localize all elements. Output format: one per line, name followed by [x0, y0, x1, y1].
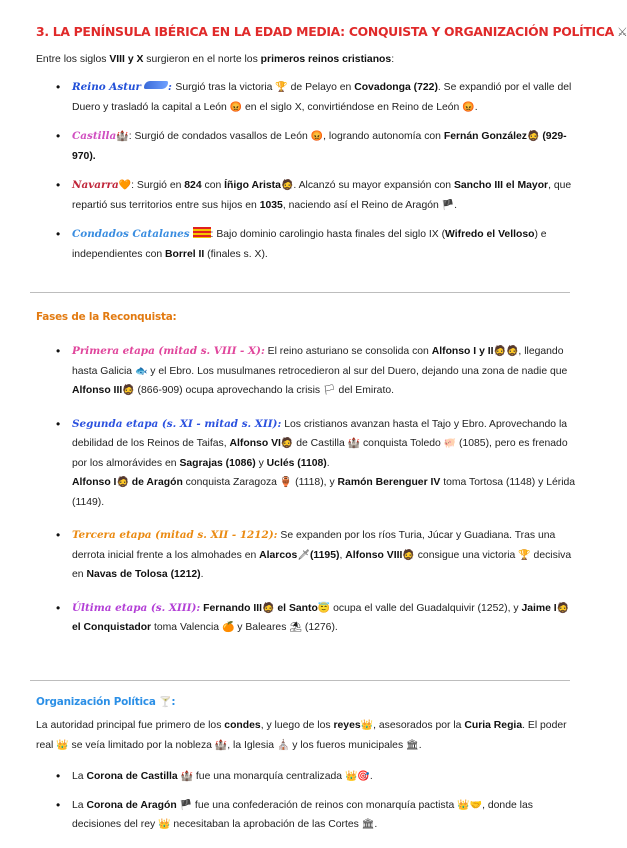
- bold-text: Corona de Castilla: [86, 771, 178, 782]
- org-paragraph: [36, 716, 576, 755]
- body-text: y Baleares: [234, 622, 290, 633]
- emoji-icon: 🏛: [361, 819, 375, 830]
- title-text: 3. LA PENÍNSULA IBÉRICA EN LA EDAD MEDIA: CONQUISTA Y ORGANIZACIÓN POLÍTICA: [36, 24, 614, 39]
- emoji-icon: 🏴: [179, 799, 193, 811]
- body-text: , llegando hasta Galicia: [72, 346, 564, 377]
- bold-text: Uclés (1108): [266, 457, 327, 469]
- body-text: necesitaban la aprobación de las Cortes: [170, 819, 362, 830]
- body-text: , que repartió sus territorios entre sus hijos en: [72, 180, 572, 211]
- emoji-icon: 🧔: [526, 131, 540, 142]
- intro-bold-kingdoms: primeros reinos cristianos: [260, 54, 392, 65]
- bold-text: 824: [184, 180, 202, 191]
- intro-text: Entre los siglos: [36, 54, 110, 65]
- stage-name: Tercera etapa (mitad s. XII - 1212):: [72, 529, 278, 541]
- cocktail-icon: 🍸: [159, 697, 172, 708]
- body-text: (1276).: [301, 622, 338, 633]
- emoji-icon: 🧔: [280, 180, 294, 191]
- emoji-icon: ⛱: [289, 622, 302, 633]
- body-text: consigue una victoria: [414, 549, 519, 561]
- stage-name: Última etapa (s. XIII):: [72, 601, 201, 614]
- bold-text: de Aragón: [128, 477, 183, 488]
- body-text: Surgió tras la victoria: [175, 82, 276, 93]
- body-text: .: [374, 819, 378, 830]
- emoji-icon: 👑🤝: [457, 799, 483, 811]
- crowns-list: [36, 767, 576, 835]
- body-text: (1085), pero es frenado por los almorávides en: [72, 438, 568, 469]
- list-item-corona-castilla: [36, 767, 576, 787]
- emoji-icon: 🏰: [180, 771, 194, 782]
- body-text: conquista Toledo: [360, 438, 444, 449]
- list-item-reino-astur: [36, 78, 576, 117]
- emoji-icon: 👑: [158, 819, 171, 830]
- emoji-icon: 🧔🧔: [493, 346, 519, 357]
- body-text: .: [418, 739, 422, 751]
- body-text: con: [201, 180, 225, 191]
- bold-text: Corona de Aragón: [86, 799, 177, 811]
- body-text: (1118), y: [292, 477, 338, 488]
- body-text: decisiva en: [72, 549, 572, 580]
- emoji-icon: 🏰: [116, 131, 129, 142]
- bold-text: el Santo: [274, 602, 318, 614]
- emoji-icon: 🧔: [122, 385, 135, 396]
- bold-text: Fernán González: [443, 131, 527, 142]
- fases-title: Fases de la Reconquista:: [36, 311, 177, 323]
- body-text: , logrando autonomía con: [323, 131, 444, 142]
- list-item-primera-etapa: [36, 342, 576, 401]
- section-divider: [30, 292, 570, 293]
- list-item-condados-catalanes: [36, 225, 576, 264]
- list-item-tercera-etapa: [36, 526, 576, 585]
- emoji-icon: 🧔: [116, 477, 129, 488]
- bold-text: Jaime I: [521, 602, 557, 614]
- bold-text: Curia Regia: [464, 720, 523, 731]
- body-text: toma Valencia: [151, 622, 222, 633]
- body-text: .: [474, 101, 478, 113]
- emoji-icon: 🏳: [322, 385, 336, 396]
- kingdom-colon: :: [167, 81, 176, 93]
- crossed-swords-icon: ⚔: [616, 25, 627, 39]
- bird-icon: [144, 81, 168, 89]
- bold-text: Covadonga (722): [354, 82, 438, 93]
- bold-text: Íñigo Arista: [224, 180, 281, 191]
- emoji-icon: 🏆: [275, 82, 288, 93]
- list-item-ultima-etapa: [36, 599, 576, 638]
- emoji-icon: 🏺: [279, 477, 293, 488]
- body-text: del Emirato.: [335, 385, 394, 396]
- body-text: en el siglo X, convirtiéndose en Reino de León: [242, 101, 463, 113]
- body-text: ) e independientes con: [72, 229, 547, 260]
- emoji-icon: 👑: [360, 720, 374, 731]
- list-item-segunda-etapa: [36, 415, 576, 513]
- body-text: toma Tortosa (1148) y Lérida (1149).: [72, 477, 576, 508]
- stage-name: Segunda etapa (s. XI - mitad s. XII):: [72, 417, 282, 430]
- intro-bold-centuries: VIII y X: [109, 54, 144, 65]
- emoji-icon: 🏆: [518, 549, 531, 561]
- bold-text: Alfonso III: [72, 385, 123, 396]
- bold-text: Sancho III el Mayor: [453, 180, 549, 191]
- section-divider: [30, 680, 570, 681]
- emoji-icon: 🏰: [347, 438, 361, 449]
- body-text: : Bajo dominio carolingio hasta finales del siglo IX (: [210, 229, 446, 240]
- body-text: , naciendo así el Reino de Aragón: [282, 199, 442, 211]
- body-text: conquista Zaragoza: [182, 477, 280, 488]
- emoji-icon: 🍊: [221, 622, 235, 633]
- body-text: .: [369, 771, 373, 782]
- body-text: , donde las decisiones del rey: [72, 799, 533, 830]
- body-text: y el Ebro. Los musulmanes retrocedieron al sur del Duero, dejando una zona de nadie que: [147, 365, 568, 377]
- body-text: fue una confederación de reinos con monarquía pactista: [192, 799, 458, 811]
- emoji-icon: ⛪: [276, 739, 290, 751]
- body-text: Los cristianos avanzan hasta el Tajo y Ebro. Aprovechando la debilidad de los Reinos de Taifas,: [72, 418, 568, 449]
- bold-text: Borrel II: [165, 248, 205, 260]
- stages-list: [36, 342, 576, 638]
- body-text: , la Iglesia: [227, 739, 277, 751]
- bold-text: 1035: [259, 199, 283, 211]
- body-text: ,: [339, 549, 346, 561]
- emoji-icon: 😇: [317, 602, 331, 614]
- emoji-icon: 😡: [462, 101, 475, 113]
- emoji-icon: 😡: [229, 101, 243, 113]
- body-text: fue una monarquía centralizada: [193, 771, 345, 782]
- emoji-icon: 👑: [56, 739, 69, 751]
- body-text: , y luego de los: [260, 720, 334, 731]
- body-text: . Alcanzó su mayor expansión con: [293, 180, 454, 191]
- body-text: (finales s. X).: [204, 248, 268, 260]
- body-text: (866-909) ocupa aprovechando la crisis: [134, 385, 323, 396]
- bold-text: Alfonso I: [72, 477, 117, 488]
- kingdom-name: Reino Astur: [72, 81, 142, 93]
- bold-text: Fernando III: [203, 602, 263, 614]
- intro-text: :: [391, 54, 395, 65]
- body-text: se veía limitado por la nobleza: [68, 739, 215, 751]
- list-item-castilla: [36, 127, 576, 166]
- bold-text: Alarcos: [259, 549, 298, 561]
- emoji-icon: 🧔: [556, 602, 570, 614]
- emoji-icon: 🧔: [402, 549, 415, 561]
- emoji-icon: 👑🎯: [344, 771, 370, 782]
- emoji-icon: 🧔: [262, 602, 275, 614]
- org-title: [36, 693, 175, 713]
- emoji-icon: 🏰: [214, 739, 228, 751]
- body-text: La autoridad principal fue primero de los: [36, 720, 225, 731]
- page-title: [36, 24, 627, 39]
- bold-text: el Conquistador: [72, 622, 152, 633]
- list-item-navarra: [36, 176, 576, 215]
- emoji-icon: 🗡: [297, 549, 310, 561]
- bold-text: (1195): [309, 549, 340, 561]
- bold-text: reyes: [333, 720, 361, 731]
- org-title-colon: :: [171, 696, 176, 708]
- catalan-flag-icon: [193, 227, 211, 238]
- emoji-icon: 🏴: [441, 199, 455, 211]
- body-text: La: [72, 799, 87, 811]
- list-item-corona-aragon: [36, 796, 576, 835]
- bold-text: Sagrajas (1086): [179, 457, 256, 469]
- bold-text: Alfonso I y II: [431, 346, 494, 357]
- body-text: ocupa el valle del Guadalquivir (1252), y: [330, 602, 522, 614]
- body-text: : Surgió en: [131, 180, 185, 191]
- stage-name: Primera etapa (mitad s. VIII - X):: [72, 345, 265, 357]
- emoji-icon: 🏛: [406, 739, 419, 751]
- body-text: : Surgió de condados vasallos de León: [128, 131, 311, 142]
- kingdom-name: Navarra: [72, 179, 119, 191]
- body-text: y los fueros municipales: [289, 739, 407, 751]
- intro-text: surgieron en el norte los: [143, 54, 261, 65]
- bold-text: Wifredo el Velloso: [445, 229, 535, 240]
- body-text: , asesorados por la: [373, 720, 465, 731]
- body-text: .: [326, 457, 330, 469]
- body-text: El reino asturiano se consolida con: [264, 346, 432, 357]
- kingdoms-list: [36, 78, 576, 264]
- body-text: de Castilla: [293, 438, 348, 449]
- emoji-icon: 😡: [310, 131, 324, 142]
- body-text: Se expanden por los ríos Turia, Júcar y Guadiana. Tras una derrota inicial frente a los almohades en: [72, 530, 556, 561]
- org-title-text: Organización Política: [36, 696, 156, 708]
- body-text: .: [200, 569, 204, 580]
- body-text: . Se expandió por el valle del Duero y trasladó la capital a León: [72, 82, 572, 113]
- emoji-icon: 🐟: [134, 365, 148, 377]
- kingdom-name: Condados Catalanes: [72, 228, 190, 240]
- body-text: . El poder real: [36, 720, 567, 751]
- body-text: de Pelayo en: [287, 82, 355, 93]
- emoji-icon: 🧡: [118, 180, 132, 191]
- bold-text: (929-970).: [72, 131, 567, 162]
- kingdom-name: Castilla: [72, 130, 117, 142]
- bold-text: Navas de Tolosa (1212): [86, 569, 201, 580]
- bold-text: Alfonso VI: [229, 438, 281, 449]
- body-text: .: [454, 199, 458, 211]
- body-text: La: [72, 771, 87, 782]
- bold-text: Ramón Berenguer IV: [337, 477, 441, 488]
- bold-text: Alfonso VIII: [345, 549, 403, 561]
- body-text: y: [255, 457, 267, 469]
- bold-text: condes: [224, 720, 261, 731]
- emoji-icon: 🐖: [443, 438, 457, 449]
- emoji-icon: 🧔: [280, 438, 294, 449]
- intro-paragraph: [36, 50, 576, 70]
